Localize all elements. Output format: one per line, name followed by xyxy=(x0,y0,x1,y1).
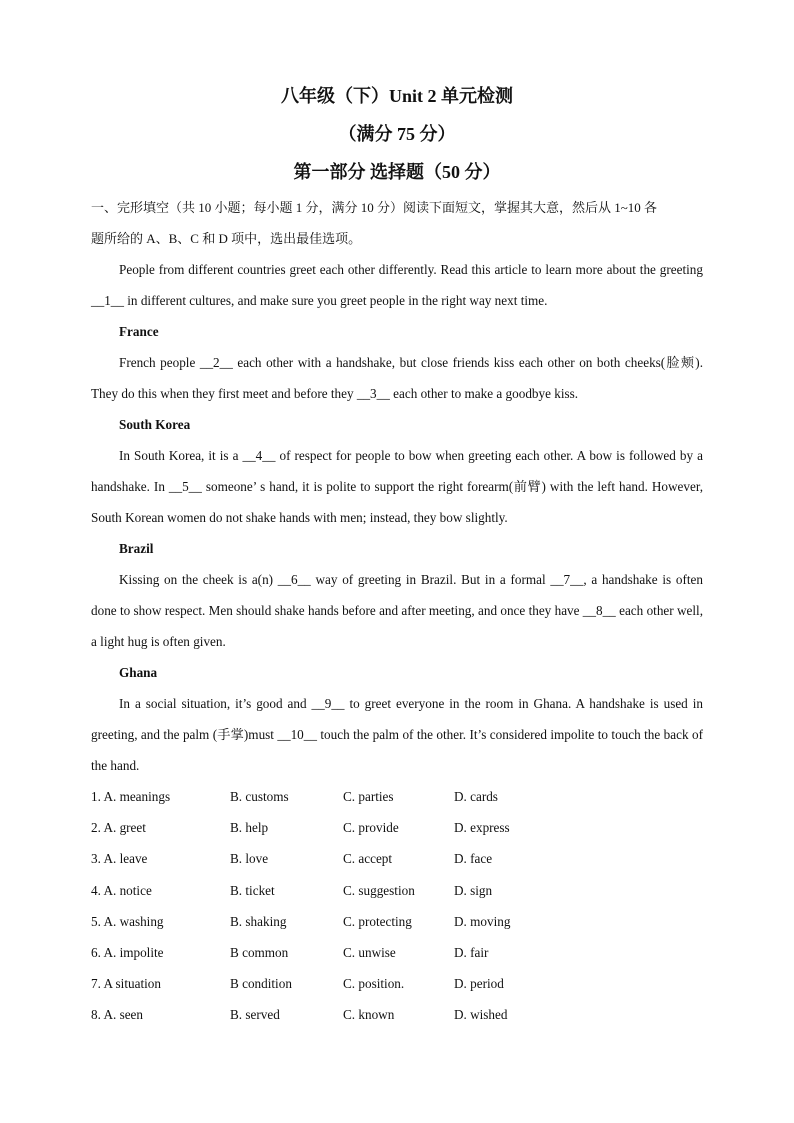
section-text-ghana: In a social situation, it’s good and __9__ to greet everyone in the room in Ghana. A handshake is used in greeting, and the palm (手掌)must __10__ touch the palm of the other. It’s considered impolite to touch the back of the hand. xyxy=(91,696,703,773)
option-row-1 xyxy=(91,781,703,812)
option-b: B. love xyxy=(230,851,269,867)
option-d: D. fair xyxy=(454,945,489,961)
option-d: D. face xyxy=(454,851,493,867)
document-page xyxy=(91,84,703,1031)
section-heading-brazil: Brazil xyxy=(119,541,154,556)
option-b: B condition xyxy=(230,976,292,992)
section-text-brazil: Kissing on the cheek is a(n) __6__ way of greeting in Brazil. But in a formal __7__, a handshake is often done to show respect. Men should shake hands before and after meeting, and once they have __8__ each other well, a light hug is often given. xyxy=(91,572,703,649)
option-d: D. period xyxy=(454,976,504,992)
option-a: 8. A. seen xyxy=(91,1007,144,1023)
option-c: C. position. xyxy=(343,976,405,992)
option-row-8 xyxy=(91,999,703,1030)
document-title: 八年级（下）Unit 2 单元检测 xyxy=(280,86,513,106)
option-a: 5. A. washing xyxy=(91,913,164,929)
option-c: C. suggestion xyxy=(343,882,415,898)
option-b: B. shaking xyxy=(230,913,287,929)
option-a: 3. A. leave xyxy=(91,851,148,867)
option-row-3 xyxy=(91,843,703,874)
option-d: D. sign xyxy=(454,882,493,898)
option-b: B. help xyxy=(230,820,269,836)
option-b: B common xyxy=(230,945,289,961)
option-b: B. ticket xyxy=(230,882,275,898)
section-text-south-korea: In South Korea, it is a __4__ of respect for people to bow when greeting each other. A bow is followed by a handshake. In __5__ someone’ s hand, it is polite to support the right forearm(前臂) with the left hand. However, South Korean women do not shake hands with men; instead, they bow slightly. xyxy=(91,448,703,525)
option-c: C. provide xyxy=(343,820,399,836)
option-a: 7. A situation xyxy=(91,976,161,992)
option-row-7 xyxy=(91,968,703,999)
option-b: B. served xyxy=(230,1007,280,1023)
option-b: B. customs xyxy=(230,789,289,804)
option-a: 1. A. meanings xyxy=(91,789,171,804)
option-c: C. accept xyxy=(343,851,393,867)
instructions-line-1: 一、完形填空（共 10 小题；每小题 1 分，满分 10 分）阅读下面短文，掌握其大意，然后从 1~10 各 xyxy=(91,200,658,215)
option-d: D. wished xyxy=(454,1007,508,1023)
option-row-4 xyxy=(91,875,703,906)
option-row-6 xyxy=(91,937,703,968)
options-list xyxy=(91,781,703,1031)
option-d: D. moving xyxy=(454,913,511,929)
passage-intro: People from different countries greet each other differently. Read this article to learn more about the greeting __1__ in different cultures, and make sure you greet people in the right way next time. xyxy=(91,262,703,308)
section-heading-france: France xyxy=(119,324,159,339)
section-text-france: French people __2__ each other with a handshake, but close friends kiss each other on both cheeks(脸颊). They do this when they first meet and before they __3__ each other to make a goodbye kiss. xyxy=(91,355,703,401)
part-heading: 第一部分 选择题（50 分） xyxy=(293,162,501,182)
score-note: （满分 75 分） xyxy=(338,124,456,144)
option-d: D. cards xyxy=(454,789,498,804)
option-d: D. express xyxy=(454,820,510,836)
section-heading-south-korea: South Korea xyxy=(119,417,191,432)
option-c: C. known xyxy=(343,1007,395,1023)
option-a: 2. A. greet xyxy=(91,820,146,836)
section-heading-ghana: Ghana xyxy=(119,665,158,680)
option-row-2 xyxy=(91,812,703,843)
option-row-5 xyxy=(91,906,703,937)
option-a: 4. A. notice xyxy=(91,882,152,898)
option-c: C. protecting xyxy=(343,913,412,929)
option-c: C. unwise xyxy=(343,945,396,961)
option-c: C. parties xyxy=(343,789,394,804)
option-a: 6. A. impolite xyxy=(91,945,164,961)
instructions-line-2: 题所给的 A、B、C 和 D 项中，选出最佳选项。 xyxy=(91,231,362,246)
